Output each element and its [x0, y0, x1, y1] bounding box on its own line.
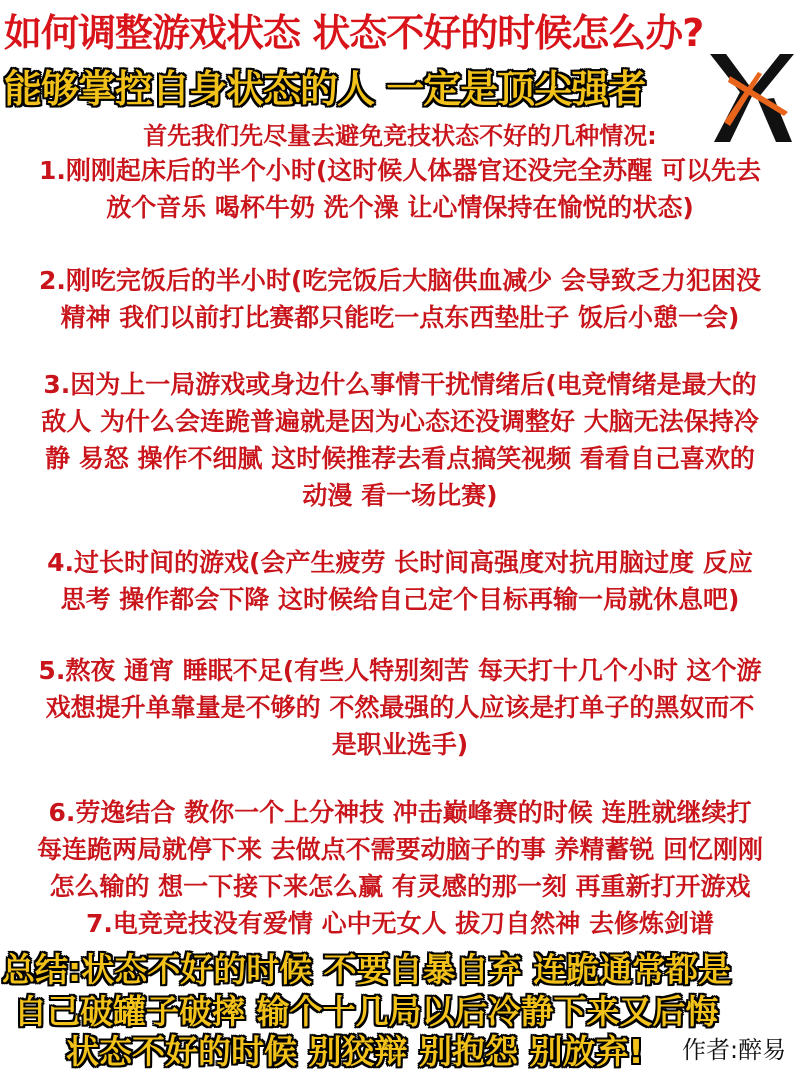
tip-line: 5.熬夜 通宵 睡眠不足(有些人特别刻苦 每天打十几个小时 这个游	[38, 656, 762, 685]
summary-line-2: 自己破罐子破摔 输个十几局以后冷静下来又后悔	[14, 992, 719, 1031]
tip-item-5	[0, 652, 800, 763]
tip-line: 7.电竞竞技没有爱情 心中无女人 拔刀自然神 去修炼剑谱	[85, 909, 714, 938]
tip-line: 每连跪两局就停下来 去做点不需要动脑子的事 养精蓄锐 回忆刚刚	[36, 835, 764, 864]
intro-text: 首先我们先尽量去避免竞技状态不好的几种情况:	[143, 122, 657, 150]
tip-item-4	[0, 544, 800, 618]
tip-line: 2.刚吃完饭后的半小时(吃完饭后大脑供血减少 会导致乏力犯困没	[38, 266, 762, 295]
page-title: 如何调整游戏状态 状态不好的时候怎么办?	[4, 11, 704, 55]
summary-line-3: 状态不好的时候 别狡辩 别抱怨 别放弃!	[66, 1032, 644, 1071]
tip-line: 放个音乐 喝杯牛奶 洗个澡 让心情保持在愉悦的状态)	[106, 193, 694, 222]
tip-line: 动漫 看一场比赛)	[302, 481, 498, 510]
tip-line: 1.刚刚起床后的半个小时(这时候人体器官还没完全苏醒 可以先去	[38, 156, 762, 185]
tip-line: 精神 我们以前打比赛都只能吃一点东西垫肚子 饭后小憩一会)	[60, 303, 740, 332]
tip-line: 思考 操作都会下降 这时候给自己定个目标再输一局就休息吧)	[60, 585, 740, 614]
page-subtitle: 能够掌控自身状态的人 一定是顶尖强者	[4, 67, 646, 111]
tip-line: 怎么输的 想一下接下来怎么赢 有灵感的那一刻 再重新打开游戏	[49, 872, 751, 901]
tip-line: 4.过长时间的游戏(会产生疲劳 长时间高强度对抗用脑过度 反应	[47, 548, 753, 577]
tip-item-6	[0, 794, 800, 942]
author-credit: 作者:醉易	[682, 1036, 787, 1064]
tip-item-2	[0, 262, 800, 336]
tip-line: 6.劳逸结合 教你一个上分神技 冲击巅峰赛的时候 连胜就继续打	[48, 798, 752, 827]
tip-line: 戏想提升单靠量是不够的 不然最强的人应该是打单子的黑奴而不	[45, 693, 755, 722]
tip-item-3	[0, 366, 800, 514]
tip-item-1	[0, 152, 800, 226]
summary-line-1: 总结:状态不好的时候 不要自暴自弃 连跪通常都是	[2, 950, 732, 989]
tip-line: 是职业选手)	[331, 730, 469, 759]
tip-line: 3.因为上一局游戏或身边什么事情干扰情绪后(电竞情绪是最大的	[43, 370, 757, 399]
tip-line: 静 易怒 操作不细腻 这时候推荐去看点搞笑视频 看看自己喜欢的	[45, 444, 755, 473]
tip-line: 敌人 为什么会连跪普遍就是因为心态还没调整好 大脑无法保持冷	[41, 407, 759, 436]
